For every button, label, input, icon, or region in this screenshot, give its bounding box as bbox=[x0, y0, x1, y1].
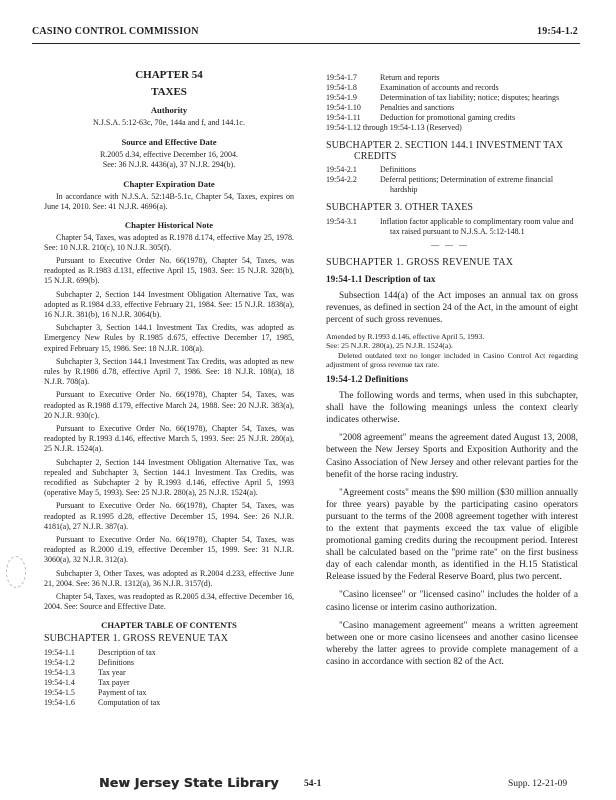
history-note: Subchapter 2, Section 144 Investment Obligation Alternative Tax, was repealed and Subchapter 3, Section 144.1 Investment Tax Credits, was recodified as Subchapter 2 by R.1993 d.146, effective April 5, 1993 (operative May 5, 1993). See: 25 N.J.R. 280(a), 25 N.J.R. 1524(a). bbox=[44, 457, 294, 498]
toc-entry[interactable]: 19:54-2.1 Definitions bbox=[326, 165, 416, 175]
history-note: Subchapter 3, Other Taxes, was adopted as R.2004 d.233, effective June 21, 2004. See: 36 N.J.R. 1312(a), 36 N.J.R. 3157(d). bbox=[44, 568, 294, 588]
history-note: Chapter 54, Taxes, was adopted as R.1978 d.174, effective May 25, 1978. See: 10 N.J.R. 210(c), 10 N.J.R. 305(f). bbox=[44, 232, 294, 252]
toc-entry[interactable]: 19:54-3.1 Inflation factor applicable to complimentary room value and tax raised pursuant to N.J.S.A. 5:12-148.1 bbox=[326, 216, 574, 236]
definition-paragraph: "2008 agreement" means the agreement dated August 13, 2008, between the New Jersey Sports and Exposition Authority and the Casino Association of New Jersey and other relevant parties for the benefit of the horse racing industry. bbox=[326, 433, 578, 480]
toc-entry[interactable]: 19:54-1.3 Tax year bbox=[44, 667, 126, 677]
section-1-1-text: Subsection 144(a) of the Act imposes an annual tax on gross revenues, as defined in section 24 of the Act, in the amount of eight percent of such gross revenues. bbox=[326, 290, 578, 325]
source-line: See: 36 N.J.R. 4436(a), 37 N.J.R. 294(b). bbox=[102, 159, 236, 169]
punch-hole-mark bbox=[6, 556, 26, 588]
source-line: R.2005 d.34, effective December 16, 2004. bbox=[99, 149, 239, 159]
left-column bbox=[44, 70, 294, 708]
chapter-number: CHAPTER 54 bbox=[135, 69, 203, 81]
definition-paragraph: "Agreement costs" means the $90 million ($30 million annually for three years) payable by the participating casino operators pursuant to the terms of the 2008 agreement together with interest to the extent that payments exceed the tax value of eligible promotional gaming credits during the recoupment period. Interest shall be calculated based on the "prime rate" on the first business day of each calendar month, as identified in the H.15 Statistical Release issued by the Federal Reserve Board, plus two percent. bbox=[326, 487, 578, 583]
supplement-date: Supp. 12-21-09 bbox=[508, 779, 568, 789]
definition-paragraph: The following words and terms, when used in this subchapter, shall have the following meanings unless the context clearly indicates otherwise. bbox=[326, 391, 578, 426]
toc-heading: CHAPTER TABLE OF CONTENTS bbox=[101, 620, 237, 631]
toc-subchapter-1: SUBCHAPTER 1. GROSS REVENUE TAX bbox=[44, 633, 229, 645]
definition-paragraph: "Casino management agreement" means a written agreement between one or more casino licensees and another casino licensee whereby the latter agrees to provide complete management of a casino in accordance with section 82 of the Act. bbox=[326, 620, 578, 667]
library-watermark: New Jersey State Library bbox=[99, 775, 279, 790]
chapter-title: TAXES bbox=[151, 85, 187, 98]
history-note: Pursuant to Executive Order No. 66(1978), Chapter 54, Taxes, was readopted as R.2000 d.19, effective December 15, 1999. See: 31 N.J.R. 3060(a), 32 N.J.R. 312(a). bbox=[44, 535, 294, 565]
toc-subchapter-2: SUBCHAPTER 2. SECTION 144.1 INVESTMENT TAX CREDITS bbox=[326, 140, 564, 162]
toc-entry[interactable]: 19:54-1.5 Payment of tax bbox=[44, 687, 147, 697]
separator: ——— bbox=[431, 239, 473, 249]
toc-subchapter-3: SUBCHAPTER 3. OTHER TAXES bbox=[326, 202, 474, 214]
history-note: Chapter 54, Taxes, was readopted as R.2005 d.34, effective December 16, 2004. See: Source and Effective Date. bbox=[44, 592, 294, 612]
history-note: Subchapter 2, Section 144 Investment Obligation Alternative Tax, was adopted as R.1984 d.33, effective February 21, 1984. See: 15 N.J.R. 1838(a), 16 N.J.R. 381(b), 16 N.J.R. 3064(b). bbox=[44, 289, 294, 319]
authority-heading: Authority bbox=[150, 105, 188, 116]
section-1-1-heading: 19:54-1.1 Description of tax bbox=[326, 274, 436, 285]
toc-entry[interactable]: 19:54-1.7 Return and reports bbox=[326, 73, 440, 82]
amendment-note bbox=[326, 332, 578, 370]
history-note: Pursuant to Executive Order No. 66(1978), Chapter 54, Taxes, was readopted by R.1993 d.146, effective March 5, 1993. See: 25 N.J.R. 280(a), 25 N.J.R. 1524(a). bbox=[44, 424, 294, 454]
definition-paragraph: "Casino licensee" or "licensed casino" includes the holder of a casino license or interim casino authorization. bbox=[326, 590, 578, 613]
page-footer bbox=[0, 775, 616, 799]
right-column bbox=[326, 73, 578, 674]
toc-entry[interactable]: 19:54-1.11 Deduction for promotional gaming credits bbox=[326, 113, 516, 122]
history-note: Pursuant to Executive Order No. 66(1978), Chapter 54, Taxes, was readopted as R.1983 d.131, effective April 15, 1983. See: 15 N.J.R. 328(b), 15 N.J.R. 699(b). bbox=[44, 255, 294, 286]
header-title: CASINO CONTROL COMMISSION bbox=[32, 26, 199, 37]
source-heading: Source and Effective Date bbox=[121, 136, 217, 147]
authority-text: N.J.S.A. 5:12-63c, 70e, 144a and f, and 144.1c. bbox=[93, 117, 245, 127]
header-section-number: 19:54-1.2 bbox=[537, 26, 578, 37]
toc-reserved-entry: 19:54-1.12 through 19:54-1.13 (Reserved) bbox=[326, 123, 462, 132]
expiration-heading: Chapter Expiration Date bbox=[123, 178, 215, 189]
section-1-2-heading: 19:54-1.2 Definitions bbox=[326, 375, 409, 386]
toc-entry[interactable]: 19:54-1.6 Computation of tax bbox=[44, 697, 161, 707]
toc-entry[interactable]: 19:54-1.8 Examination of accounts and records bbox=[326, 83, 499, 92]
toc-entry[interactable]: 19:54-1.9 Determination of tax liability; notice; disputes; hearings bbox=[326, 93, 560, 102]
expiration-text: In accordance with N.J.S.A. 52:14B-5.1c, Chapter 54, Taxes, expires on June 14, 2010. See: 41 N.J.R. 4696(a). bbox=[44, 191, 294, 211]
history-note: Subchapter 3, Section 144.1 Investment Tax Credits, was adopted as new rules by R.1986 d.78, effective April 7, 1986. See: 18 N.J.R. 108(a), 18 N.J.R. 708(a). bbox=[44, 356, 294, 387]
subchapter-1-heading: SUBCHAPTER 1. GROSS REVENUE TAX bbox=[326, 257, 514, 269]
amendment-line: Amended by R.1993 d.146, effective April 5, 1993. bbox=[326, 331, 485, 341]
history-note: Pursuant to Executive Order No. 66(1978), Chapter 54, Taxes, was readopted as R.1995 d.28, effective December 15, 1994. See: 26 N.J.R. 4181(a), 27 N.J.R. 387(a). bbox=[44, 501, 294, 531]
toc-entry[interactable]: 19:54-1.2 Definitions bbox=[44, 657, 134, 667]
history-heading: Chapter Historical Note bbox=[124, 219, 214, 230]
amendment-see: See: 25 N.J.R. 280(a), 25 N.J.R. 1524(a). bbox=[326, 341, 453, 351]
toc-entry[interactable]: 19:54-1.10 Penalties and sanctions bbox=[326, 103, 455, 112]
toc-entry[interactable]: 19:54-2.2 Deferral petitions; Determination of extreme financial hardship bbox=[326, 175, 554, 195]
header-rule bbox=[32, 43, 580, 44]
page-number: 54-1 bbox=[304, 779, 322, 789]
history-note: Subchapter 3, Section 144.1 Investment Tax Credits, was adopted as Emergency New Rules by R.1985 d.675, effective December 17, 1985, expired February 15, 1986. See: 18 N.J.R. 108(a). bbox=[44, 323, 294, 353]
toc-entry[interactable]: 19:54-1.1 Description of tax bbox=[44, 647, 156, 657]
toc-entry[interactable]: 19:54-1.4 Tax payer bbox=[44, 677, 130, 687]
running-header bbox=[32, 26, 578, 42]
history-note: Pursuant to Executive Order No. 66(1978), Chapter 54, Taxes, was readopted as R.1988 d.179, effective March 24, 1988. See: 20 N.J.R. 383(a), 20 N.J.R. 930(c). bbox=[44, 390, 294, 420]
amendment-description: Deleted outdated text no longer included in Casino Control Act regarding adjustment of gross revenue tax rate. bbox=[326, 350, 578, 370]
